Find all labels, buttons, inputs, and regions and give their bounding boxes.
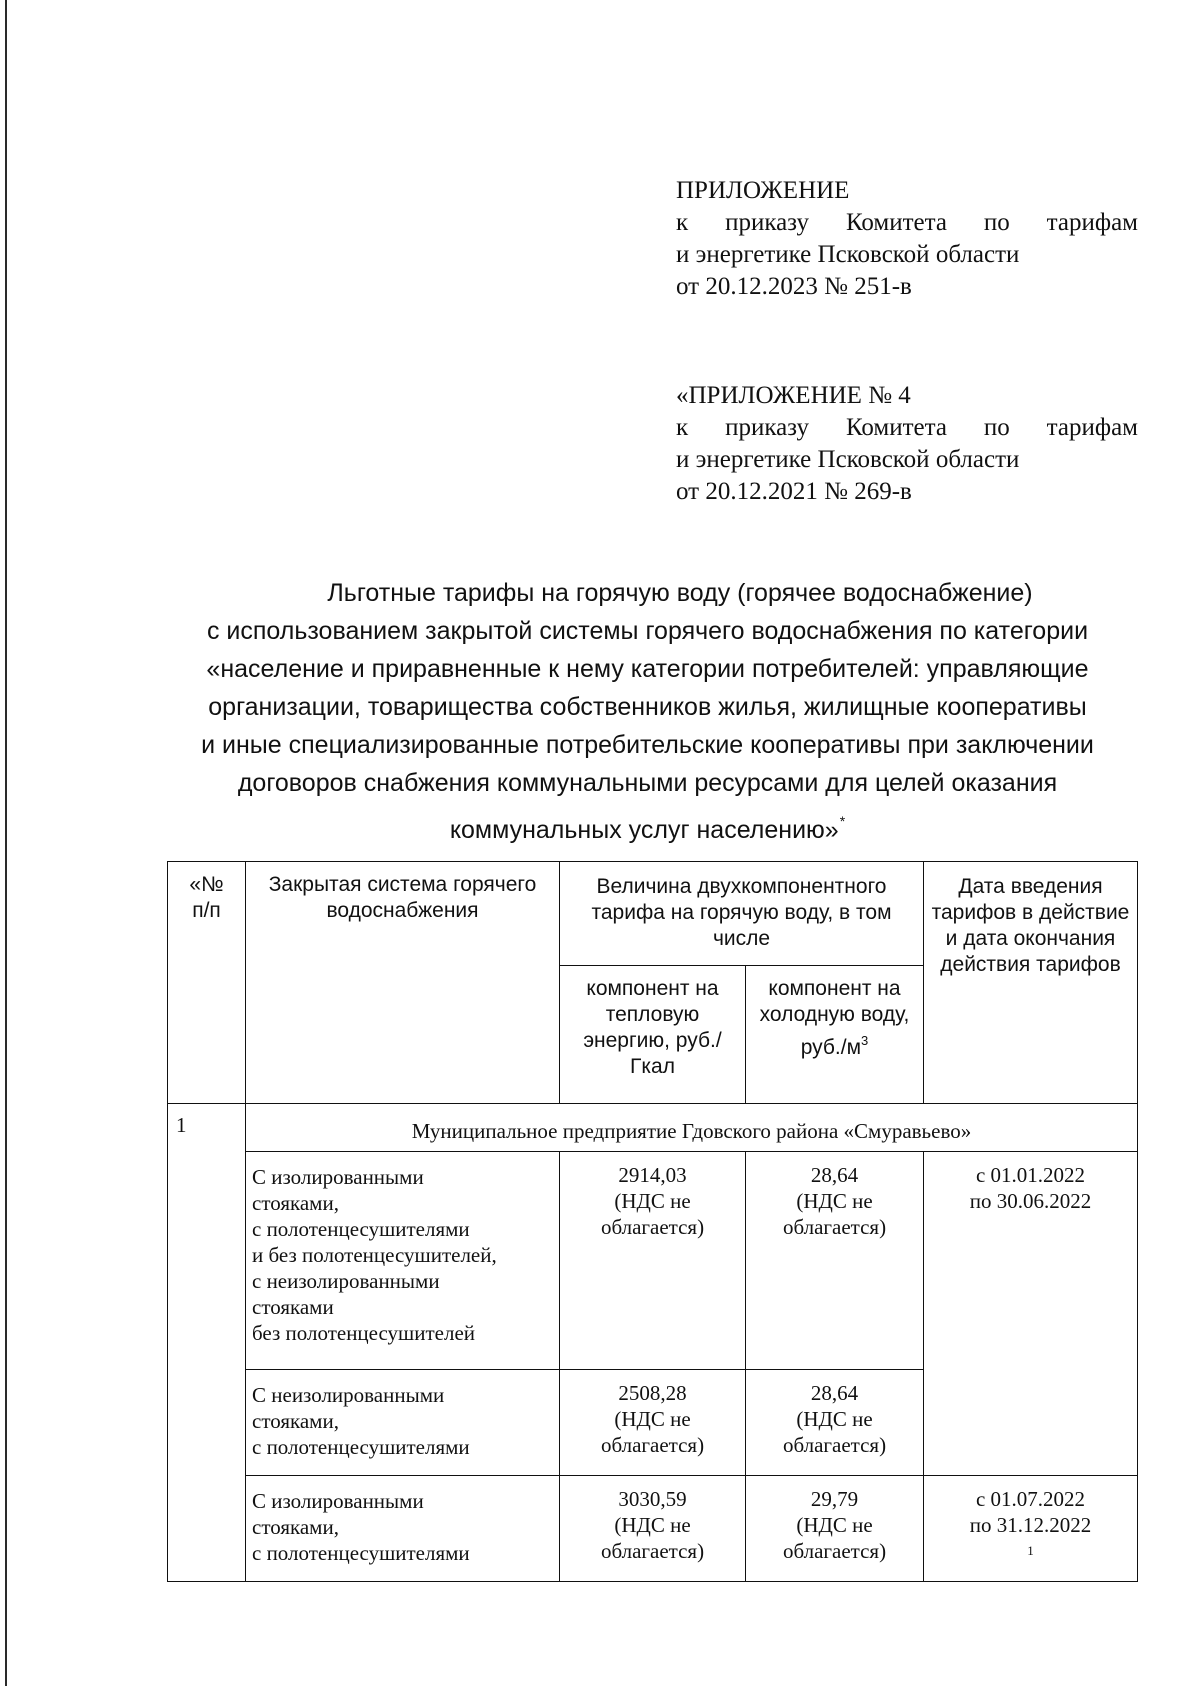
row-1-water-value xyxy=(746,1152,924,1370)
period-1-dates xyxy=(924,1152,1138,1476)
appendix-header xyxy=(676,175,1138,303)
title-line-3: «население и приравненные к нему категории потребителей: управляющие xyxy=(206,655,1089,683)
appendix-ref-line-2: и энергетике Псковской области xyxy=(676,241,1020,268)
period-2-footnote-mark: 1 xyxy=(1027,1543,1034,1558)
section-name: Муниципальное предприятие Гдовского района «Смуравьево» xyxy=(246,1104,1138,1152)
table-row xyxy=(168,1476,1138,1582)
row-2-heat-vat: облагается) xyxy=(600,1433,705,1457)
header-number-line-1: «№ xyxy=(189,873,224,896)
row-1-desc-line: С изолированными xyxy=(252,1165,424,1189)
row-2-water-number: 28,64 xyxy=(810,1381,859,1405)
header-tariff: Величина двухкомпонентного тарифа на горячую воду, в том числе xyxy=(560,862,924,966)
row-2-water-vat: (НДС не xyxy=(796,1407,873,1431)
period-1-date-to: по 30.06.2022 xyxy=(969,1189,1092,1213)
header-water-component xyxy=(746,966,924,1104)
period-2-date-to: по 31.12.2022 xyxy=(969,1513,1092,1537)
row-1-water-vat: облагается) xyxy=(782,1215,887,1239)
period-1-date-from: с 01.01.2022 xyxy=(975,1163,1086,1187)
row-1-heat-vat: (НДС не xyxy=(614,1189,691,1213)
title-line-5: и иные специализированные потребительские кооперативы при заключении xyxy=(201,731,1094,759)
row-2-desc-line: С неизолированными xyxy=(252,1383,445,1407)
appendix-title: ПРИЛОЖЕНИЕ xyxy=(676,177,850,204)
row-3-desc-line: С изолированными xyxy=(252,1489,424,1513)
quoted-appendix-title: «ПРИЛОЖЕНИЕ № 4 xyxy=(676,382,911,409)
appendix-ref-line-3: от 20.12.2023 № 251-в xyxy=(676,273,912,300)
row-3-water-vat: (НДС не xyxy=(796,1513,873,1537)
row-1-desc-line: и без полотенцесушителей, xyxy=(252,1243,497,1267)
row-2-heat-number: 2508,28 xyxy=(618,1381,687,1405)
title-line-6: договоров снабжения коммунальными ресурсами для целей оказания xyxy=(237,769,1058,797)
header-date: Дата введения тарифов в действие и дата окончания действия тарифов xyxy=(924,862,1138,1104)
row-1-heat-value xyxy=(560,1152,746,1370)
row-1-desc-line: с неизолированными xyxy=(252,1269,440,1293)
tariff-table xyxy=(167,861,1138,1582)
row-2-heat-vat: (НДС не xyxy=(614,1407,691,1431)
period-2-date-from: с 01.07.2022 xyxy=(975,1487,1086,1511)
table-row xyxy=(168,1152,1138,1370)
quoted-ref-line-2: и энергетике Псковской области xyxy=(676,446,1020,473)
row-2-desc-line: стояками, xyxy=(252,1409,339,1433)
row-3-heat-vat: облагается) xyxy=(600,1539,705,1563)
title-line-1: Льготные тарифы на горячую воду (горячее водоснабжение) xyxy=(327,579,1033,607)
period-2-dates xyxy=(924,1476,1138,1582)
title-line-7-text: коммунальных услуг населению» xyxy=(449,816,839,844)
row-1-water-vat: (НДС не xyxy=(796,1189,873,1213)
row-1-heat-vat: облагается) xyxy=(600,1215,705,1239)
section-row xyxy=(168,1104,1138,1152)
row-3-desc-line: с полотенцесушителями xyxy=(252,1541,470,1565)
document-title xyxy=(160,574,1135,849)
section-number: 1 xyxy=(168,1104,246,1582)
title-line-7 xyxy=(160,802,1135,849)
header-water-unit-power: 3 xyxy=(861,1033,869,1048)
title-line-4: организации, товарищества собственников жилья, жилищные кооперативы xyxy=(208,693,1087,721)
row-3-heat-value xyxy=(560,1476,746,1582)
header-water-text: компонент на холодную воду, руб./м xyxy=(759,977,910,1059)
title-line-2: с использованием закрытой системы горячего водоснабжения по категории xyxy=(206,617,1089,645)
row-2-desc-line: с полотенцесушителями xyxy=(252,1435,470,1459)
row-2-description xyxy=(246,1370,560,1476)
row-2-heat-value xyxy=(560,1370,746,1476)
row-2-water-vat: облагается) xyxy=(782,1433,887,1457)
period-2-date-to-line xyxy=(928,1512,1133,1570)
row-1-desc-line: с полотенцесушителями xyxy=(252,1217,470,1241)
quoted-ref-line-1: к приказу Комитета по тарифам xyxy=(676,414,1138,441)
row-1-description xyxy=(246,1152,560,1370)
row-3-water-number: 29,79 xyxy=(810,1487,859,1511)
page-edge-line xyxy=(5,0,7,1686)
table-header-row xyxy=(168,862,1138,966)
row-3-description xyxy=(246,1476,560,1582)
row-3-desc-line: стояками, xyxy=(252,1515,339,1539)
row-1-heat-number: 2914,03 xyxy=(618,1163,687,1187)
quoted-ref-line-3: от 20.12.2021 № 269-в xyxy=(676,478,912,505)
quoted-appendix-header xyxy=(676,380,1138,508)
header-heat-component: компонент на тепловую энергию, руб./Гкал xyxy=(560,966,746,1104)
row-3-heat-vat: (НДС не xyxy=(614,1513,691,1537)
title-footnote-mark: * xyxy=(839,813,846,829)
row-1-desc-line: стояками, xyxy=(252,1191,339,1215)
row-3-water-vat: облагается) xyxy=(782,1539,887,1563)
header-system: Закрытая система горячего водоснабжения xyxy=(246,862,560,1104)
row-1-water-number: 28,64 xyxy=(810,1163,859,1187)
header-number-line-2: п/п xyxy=(192,899,221,922)
row-2-water-value xyxy=(746,1370,924,1476)
row-1-desc-line: стояками xyxy=(252,1295,334,1319)
row-1-desc-line: без полотенцесушителей xyxy=(252,1321,476,1345)
row-3-water-value xyxy=(746,1476,924,1582)
header-number xyxy=(168,862,246,1104)
appendix-ref-line-1: к приказу Комитета по тарифам xyxy=(676,209,1138,236)
row-3-heat-number: 3030,59 xyxy=(618,1487,687,1511)
